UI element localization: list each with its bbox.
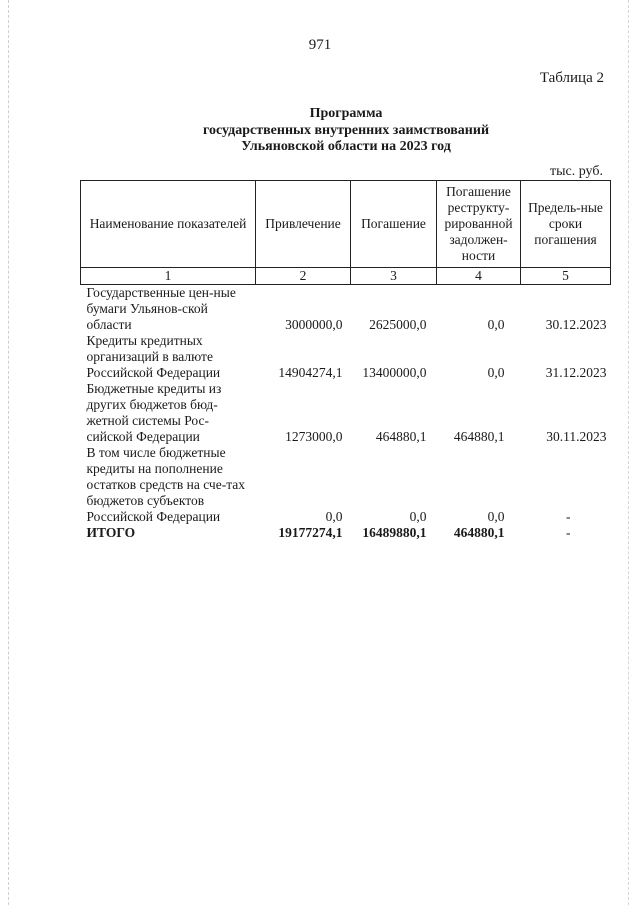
units-label: тыс. руб. bbox=[550, 164, 603, 179]
column-number: 5 bbox=[521, 268, 611, 285]
row-name: Бюджетные кредиты из других бюджетов бюд-жетной системы Рос-сийской Федерации bbox=[86, 381, 222, 444]
row-repayment: 0,0 bbox=[409, 509, 427, 524]
row-borrowing: 1273000,0 bbox=[285, 429, 343, 444]
row-deadline: - bbox=[566, 509, 571, 524]
column-number: 3 bbox=[351, 268, 437, 285]
row-repayment: 464880,1 bbox=[375, 429, 427, 444]
row-restructured: 0,0 bbox=[487, 317, 505, 332]
header-repayment: Погашение bbox=[351, 181, 437, 268]
row-restructured: 0,0 bbox=[487, 365, 505, 380]
total-label: ИТОГО bbox=[86, 525, 136, 540]
title-line-1: Программа bbox=[309, 106, 383, 121]
row-borrowing: 3000000,0 bbox=[285, 317, 343, 332]
row-restructured: 0,0 bbox=[487, 509, 505, 524]
table-header-row bbox=[81, 181, 611, 268]
table-row bbox=[81, 445, 611, 525]
column-number-row bbox=[81, 268, 611, 285]
total-repayment: 16489880,1 bbox=[362, 525, 427, 540]
column-number: 2 bbox=[256, 268, 351, 285]
total-row bbox=[81, 525, 611, 541]
table-label: Таблица 2 bbox=[539, 70, 604, 86]
column-number: 1 bbox=[81, 268, 256, 285]
header-indicator-name: Наименование показателей bbox=[81, 181, 256, 268]
header-restructured-repayment: Погашение реструкту-рированной задолжен-ности bbox=[437, 181, 521, 268]
table-row bbox=[81, 333, 611, 381]
borrowing-table bbox=[80, 180, 611, 541]
total-restructured: 464880,1 bbox=[453, 525, 505, 540]
document-title bbox=[140, 106, 552, 156]
row-deadline: 30.11.2023 bbox=[546, 429, 607, 444]
table-row bbox=[81, 381, 611, 445]
total-deadline: - bbox=[566, 525, 571, 540]
row-name: Кредиты кредитных организаций в валюте Российской Федерации bbox=[86, 333, 221, 380]
header-repayment-deadline: Предель-ные сроки погашения bbox=[521, 181, 611, 268]
row-repayment: 13400000,0 bbox=[362, 365, 427, 380]
scan-edge-right bbox=[628, 0, 630, 905]
row-borrowing: 14904274,1 bbox=[278, 365, 343, 380]
table-row bbox=[81, 285, 611, 334]
row-name: В том числе бюджетные кредиты на пополнение остатков средств на сче-тах бюджетов субъектов Российской Федерации bbox=[86, 445, 246, 524]
title-line-3: Ульяновской области на 2023 год bbox=[241, 139, 451, 154]
row-restructured: 464880,1 bbox=[453, 429, 505, 444]
total-borrowing: 19177274,1 bbox=[278, 525, 343, 540]
scan-edge-left bbox=[8, 0, 10, 905]
header-borrowing: Привлечение bbox=[256, 181, 351, 268]
row-borrowing: 0,0 bbox=[325, 509, 343, 524]
title-line-2: государственных внутренних заимствований bbox=[202, 122, 490, 138]
row-deadline: 30.12.2023 bbox=[545, 317, 607, 332]
row-deadline: 31.12.2023 bbox=[545, 365, 607, 380]
page-number: 971 bbox=[308, 37, 332, 53]
column-number: 4 bbox=[437, 268, 521, 285]
row-repayment: 2625000,0 bbox=[369, 317, 427, 332]
row-name: Государственные цен-ные бумаги Ульянов-ской области bbox=[86, 285, 236, 332]
